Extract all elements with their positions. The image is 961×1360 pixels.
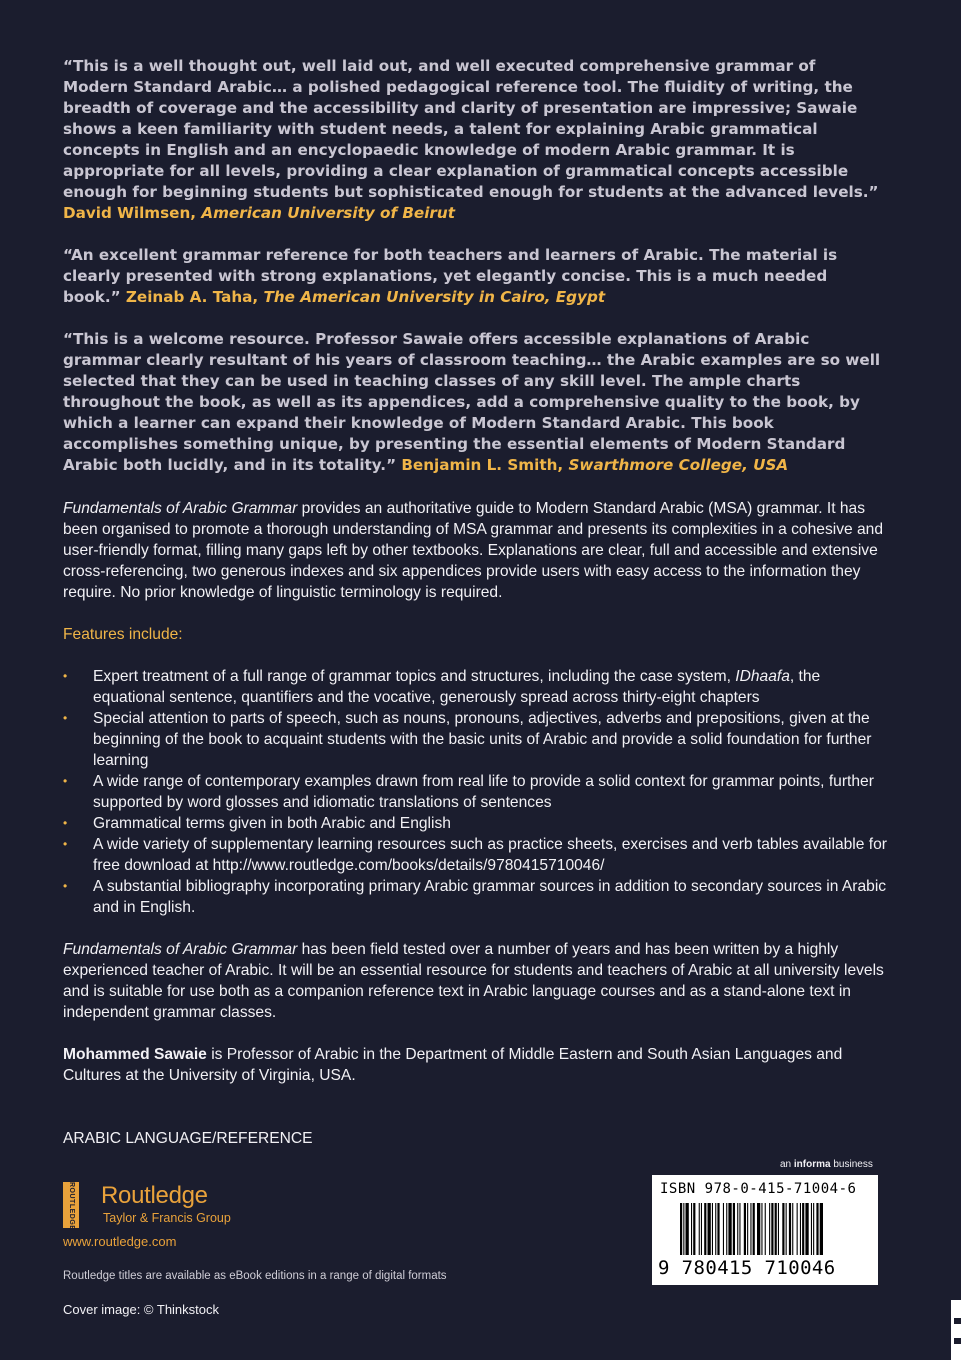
barcode-bar bbox=[701, 1203, 702, 1255]
list-item: • A wide range of contemporary examples drawn from real life to provide a solid context for grammar points, further supported by word glosses and idiomatic translations of sentences bbox=[63, 773, 874, 811]
features-heading: Features include: bbox=[63, 626, 183, 643]
informa-tagline: an informa business bbox=[780, 1159, 873, 1170]
barcode-bar bbox=[778, 1203, 779, 1255]
bullet-icon: • bbox=[63, 711, 68, 725]
barcode-bar bbox=[811, 1203, 812, 1255]
barcode-bar bbox=[737, 1203, 738, 1255]
barcode-bar bbox=[708, 1203, 711, 1255]
barcode-bar bbox=[680, 1203, 682, 1255]
publisher-group: Taylor & Francis Group bbox=[103, 1211, 231, 1225]
cover-credit: Cover image: © Thinkstock bbox=[63, 1302, 220, 1317]
intro-paragraph: Fundamentals of Arabic Grammar provides an authoritative guide to Modern Standard Arabic (MSA) grammar. It has been organised to promote a thorough understanding of MSA grammar and presents its complexities in a cohesive and user-friendly format, filling many gaps left by other textbooks. Explanations are clear, full and accessible and extensive cross-referencing, two generous indexes and six appendices provide users with easy access to the information they require. No prior knowledge of linguistic terminology is required. bbox=[63, 500, 884, 601]
barcode-bar bbox=[765, 1203, 766, 1255]
list-item: • Expert treatment of a full range of grammar topics and structures, including the case system, IDhaafa, the equational sentence, quantifiers and the vocative, generously spread across thirty-eight chapters bbox=[63, 668, 821, 706]
review-attribution: Benjamin L. Smith, Swarthmore College, USA bbox=[401, 456, 789, 474]
bullet-icon: • bbox=[63, 816, 68, 830]
list-item: • Special attention to parts of speech, such as nouns, pronouns, adjectives, adverbs and prepositions, given at the beginning of the book to acquaint students with the basic units of Arabic and provide a solid foundation for further learning bbox=[63, 710, 872, 769]
barcode-bar bbox=[792, 1203, 793, 1255]
barcode-bar bbox=[786, 1203, 787, 1255]
bullet-icon: • bbox=[63, 669, 68, 683]
barcode-bar bbox=[753, 1203, 755, 1255]
isbn-barcode bbox=[652, 1175, 878, 1285]
corner-mark-icon bbox=[945, 1300, 961, 1360]
barcode-bar bbox=[704, 1203, 706, 1255]
review-quote: “An excellent grammar reference for both teachers and learners of Arabic. The material is clearly presented with strong explanations, yet elegantly concise. This is a much needed book.” bbox=[63, 246, 838, 306]
barcode-bar bbox=[769, 1203, 770, 1255]
isbn-text: ISBN 978-0-415-71004-6 bbox=[660, 1181, 857, 1197]
features-list bbox=[63, 666, 893, 918]
ean-number: 9 780415 710046 bbox=[658, 1257, 836, 1279]
barcode-bar bbox=[800, 1203, 801, 1255]
barcode-bar bbox=[771, 1203, 773, 1255]
barcode-bar bbox=[820, 1203, 823, 1255]
barcode-bar bbox=[744, 1203, 746, 1255]
barcode-bar bbox=[686, 1203, 689, 1255]
list-item: • A substantial bibliography incorporating primary Arabic grammar sources in addition to secondary sources in Arabic and in English. bbox=[63, 878, 887, 916]
barcode-bar bbox=[775, 1203, 777, 1255]
barcode-bar bbox=[805, 1203, 808, 1255]
barcode-bar bbox=[683, 1203, 684, 1255]
barcode-bar bbox=[723, 1203, 724, 1255]
list-item: • Grammatical terms given in both Arabic and English bbox=[63, 815, 451, 832]
barcode-bar bbox=[757, 1203, 760, 1255]
bullet-icon: • bbox=[63, 879, 68, 893]
review-attribution: David Wilmsen, American University of Beirut bbox=[63, 204, 455, 222]
barcode-bar bbox=[693, 1203, 695, 1255]
barcode-bar bbox=[715, 1203, 716, 1255]
barcode-bar bbox=[782, 1203, 784, 1255]
barcode-bar bbox=[739, 1203, 740, 1255]
publisher-url[interactable]: www.routledge.com bbox=[63, 1234, 177, 1249]
bullet-icon: • bbox=[63, 837, 68, 851]
review-2 bbox=[63, 245, 881, 308]
barcode-bar bbox=[802, 1203, 804, 1255]
review-1 bbox=[63, 56, 881, 224]
review-quote: “This is a welcome resource. Professor Sawaie offers accessible explanations of Arabic grammar clearly resultant of his years of classroom teaching… the Arabic examples are so well selected that they can be used in teaching classes of any skill level. The ample charts throughout the book, as well as its appendices, add a comprehensive quality to the book, by which a learner can expand their knowledge of Modern Standard Arabic. This book accomplishes something unique, by presenting the essential elements of Modern Standard Arabic both lucidly, and in its totality.” bbox=[63, 330, 881, 474]
review-quote: “This is a well thought out, well laid out, and well executed comprehensive grammar of Modern Standard Arabic… a polished pedagogical reference tool. The fluidity of writing, the breadth of coverage and the accessibility and clarity of presentation are impressive; Sawaie shows a keen familiarity with student needs, a talent for explaining Arabic grammatical concepts in English and an encyclopaedic knowledge of modern Arabic grammar. It is appropriate for all levels, providing a clear explanation of grammatical concepts accessible enough for beginning students but sophisticated enough for students at the advanced levels.” bbox=[63, 57, 879, 201]
barcode-bar bbox=[699, 1203, 700, 1255]
barcode-bar bbox=[813, 1203, 814, 1255]
barcode-bar bbox=[750, 1203, 751, 1255]
barcode-bar bbox=[691, 1203, 692, 1255]
barcode-bar bbox=[728, 1203, 731, 1255]
barcode-bar bbox=[789, 1203, 791, 1255]
author-bio: Mohammed Sawaie is Professor of Arabic in the Department of Middle Eastern and South Asian Languages and Cultures at the University of Virginia, USA. bbox=[63, 1046, 843, 1084]
routledge-logo bbox=[63, 1180, 323, 1232]
barcode-bar bbox=[726, 1203, 727, 1255]
barcode-bar bbox=[733, 1203, 735, 1255]
ebook-note: Routledge titles are available as eBook editions in a range of digital formats bbox=[63, 1270, 447, 1282]
barcode-bar bbox=[717, 1203, 719, 1255]
review-3 bbox=[63, 329, 881, 476]
barcode-bar bbox=[797, 1203, 798, 1255]
reviews-section bbox=[63, 56, 881, 497]
subject-category: ARABIC LANGUAGE/REFERENCE bbox=[63, 1130, 313, 1147]
barcode-bar bbox=[712, 1203, 713, 1255]
barcode-bar bbox=[816, 1203, 818, 1255]
list-item: • A wide variety of supplementary learning resources such as practice sheets, exercises and verb tables available for free download at http://www.routledge.com/books/details/9780415710046/ bbox=[63, 836, 887, 874]
bullet-icon: • bbox=[63, 774, 68, 788]
book-description bbox=[63, 498, 893, 1086]
review-attribution: Zeinab A. Taha, The American University in Cairo, Egypt bbox=[125, 288, 606, 306]
closing-paragraph: Fundamentals of Arabic Grammar has been field tested over a number of years and has been written by a highly experienced teacher of Arabic. It will be an essential resource for students and teachers of Arabic at all university levels and is suitable for use both as a companion reference text in Arabic language courses and as a stand-alone text in independent grammar classes. bbox=[63, 941, 884, 1021]
barcode-bar bbox=[761, 1203, 762, 1255]
logo-spine: ROUTLEDGE bbox=[63, 1182, 79, 1228]
barcode-bar bbox=[747, 1203, 748, 1255]
publisher-name: Routledge bbox=[101, 1182, 208, 1209]
